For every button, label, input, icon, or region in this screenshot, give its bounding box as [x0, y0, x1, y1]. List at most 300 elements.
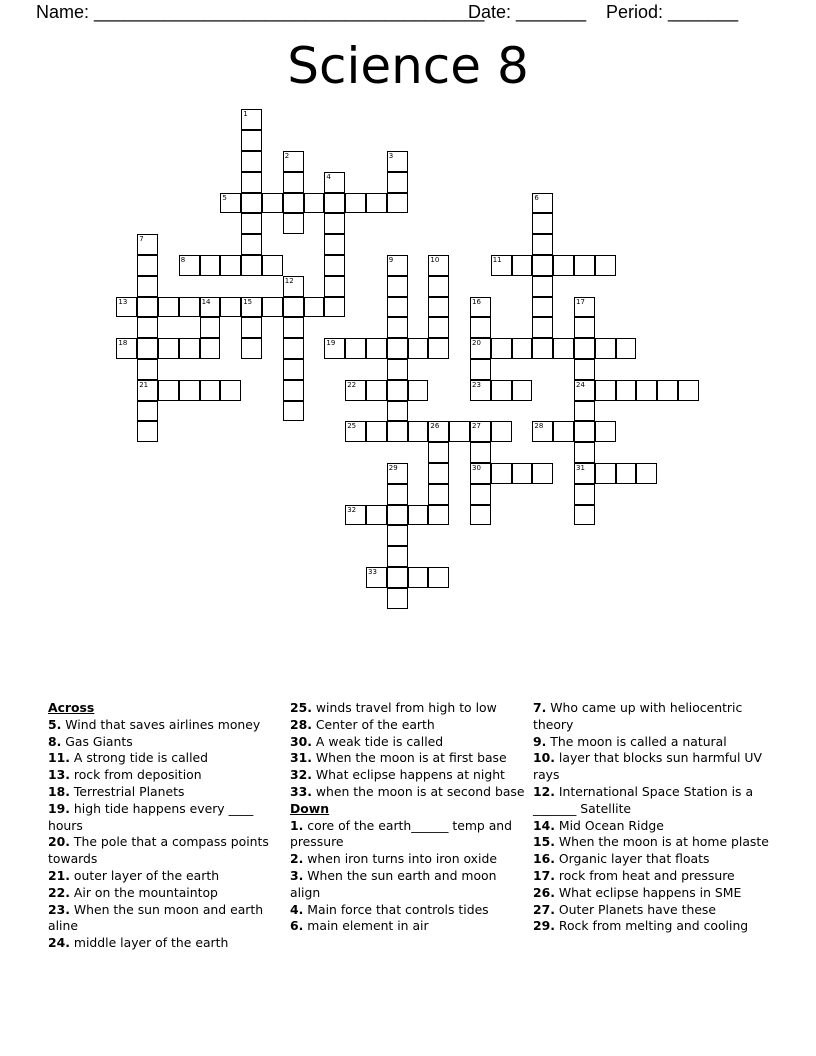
clue-text: Center of the earth — [315, 716, 435, 732]
crossword-cell[interactable] — [241, 234, 262, 255]
crossword-cell[interactable] — [345, 505, 366, 526]
crossword-cell[interactable] — [574, 255, 595, 276]
clue-number: 33. — [290, 783, 312, 799]
clue-number: 13. — [48, 767, 70, 783]
clue-text: Terrestrial Planets — [73, 783, 185, 799]
down-clue — [533, 784, 773, 818]
crossword-cell[interactable] — [470, 463, 491, 484]
crossword-cell[interactable] — [220, 297, 241, 318]
crossword-cell[interactable] — [532, 276, 553, 297]
clue-text: layer that blocks sun harmful UV rays — [533, 750, 762, 783]
crossword-cell[interactable] — [137, 297, 158, 318]
clue-number: 27. — [533, 901, 555, 917]
crossword-cell[interactable] — [241, 130, 262, 151]
down-clue — [533, 750, 773, 784]
cell-number: 32 — [347, 505, 357, 514]
down-clue — [533, 818, 773, 835]
clue-number: 10. — [533, 750, 555, 766]
crossword-cell[interactable] — [179, 380, 200, 401]
crossword-cell[interactable] — [408, 421, 429, 442]
cell-number: 7 — [139, 235, 144, 244]
clue-text: International Space Station is a _______ Satellite — [533, 783, 754, 816]
clue-text: Mid Ocean Ridge — [558, 817, 664, 833]
crossword-cell[interactable] — [158, 380, 179, 401]
crossword-cell[interactable] — [200, 380, 221, 401]
crossword-cell[interactable] — [387, 463, 408, 484]
crossword-cell[interactable] — [532, 297, 553, 318]
crossword-cell[interactable] — [387, 546, 408, 567]
crossword-cell[interactable] — [595, 421, 616, 442]
crossword-cell[interactable] — [657, 380, 678, 401]
crossword-cell[interactable] — [428, 484, 449, 505]
crossword-cell[interactable] — [574, 297, 595, 318]
across-clue — [48, 717, 288, 734]
crossword-cell[interactable] — [387, 484, 408, 505]
across-clue — [48, 935, 288, 952]
crossword-cell[interactable] — [553, 255, 574, 276]
down-clue — [533, 868, 773, 885]
crossword-cell[interactable] — [283, 317, 304, 338]
across-clue — [48, 734, 288, 751]
crossword-cell[interactable] — [324, 297, 345, 318]
crossword-cell[interactable] — [366, 567, 387, 588]
cell-number: 19 — [326, 339, 336, 348]
crossword-cell[interactable] — [241, 213, 262, 234]
clue-text: When the moon is at home plaste — [558, 834, 769, 850]
clue-text: main element in air — [307, 918, 429, 934]
crossword-cell[interactable] — [324, 213, 345, 234]
across-clue — [290, 734, 530, 751]
crossword-cell[interactable] — [241, 193, 262, 214]
cell-number: 25 — [347, 422, 357, 431]
crossword-cell[interactable] — [324, 255, 345, 276]
crossword-cell[interactable] — [158, 338, 179, 359]
crossword-cell[interactable] — [387, 359, 408, 380]
clue-text: A weak tide is called — [315, 733, 444, 749]
crossword-cell[interactable] — [137, 401, 158, 422]
across-clue — [48, 767, 288, 784]
clue-number: 32. — [290, 767, 312, 783]
crossword-cell[interactable] — [470, 380, 491, 401]
down-clue — [533, 700, 773, 734]
crossword-cell[interactable] — [616, 380, 637, 401]
crossword-cell[interactable] — [595, 380, 616, 401]
cell-number: 4 — [326, 172, 331, 181]
page-title: Science 8 — [287, 37, 529, 95]
crossword-cell[interactable] — [470, 338, 491, 359]
clue-column-3 — [533, 700, 773, 935]
crossword-cell[interactable] — [387, 505, 408, 526]
clue-number: 9. — [533, 733, 547, 749]
clue-text: When the sun moon and earth aline — [48, 901, 264, 934]
clue-text: Who came up with heliocentric theory — [533, 700, 743, 732]
cell-number: 10 — [430, 256, 440, 264]
cell-number: 20 — [472, 339, 481, 348]
crossword-cell[interactable] — [595, 463, 616, 484]
crossword-cell[interactable] — [345, 421, 366, 442]
name-field[interactable]: Name: _______________________________________ — [36, 2, 485, 22]
clue-number: 6. — [290, 918, 304, 934]
cell-number: 5 — [222, 193, 227, 202]
crossword-cell[interactable] — [553, 338, 574, 359]
clue-number: 15. — [533, 834, 555, 850]
clue-text: core of the earth______ temp and pressure — [290, 817, 513, 850]
clue-text: The moon is called a natural — [550, 733, 727, 749]
crossword-cell[interactable] — [387, 401, 408, 422]
clue-text: Gas Giants — [65, 733, 133, 749]
across-clue — [290, 750, 530, 767]
crossword-cell[interactable] — [408, 505, 429, 526]
clue-text: Organic layer that floats — [558, 851, 710, 867]
crossword-cell[interactable] — [470, 505, 491, 526]
clue-number: 2. — [290, 851, 304, 867]
crossword-cell[interactable] — [283, 297, 304, 318]
crossword-cell[interactable] — [262, 255, 283, 276]
clue-number: 3. — [290, 867, 304, 883]
crossword-cell[interactable] — [241, 297, 262, 318]
down-clue — [290, 868, 530, 902]
crossword-cell[interactable] — [366, 193, 387, 214]
clue-number: 14. — [533, 817, 555, 833]
crossword-cell[interactable] — [304, 297, 325, 318]
crossword-cell[interactable] — [387, 338, 408, 359]
cell-number: 22 — [347, 380, 357, 389]
crossword-cell[interactable] — [470, 442, 491, 463]
clue-number: 26. — [533, 884, 555, 900]
across-clue — [48, 750, 288, 767]
clue-number: 25. — [290, 700, 312, 715]
crossword-cell[interactable] — [137, 276, 158, 297]
crossword-cell[interactable] — [241, 172, 262, 193]
crossword-cell[interactable] — [262, 297, 283, 318]
crossword-cell[interactable] — [283, 151, 304, 172]
crossword-cell[interactable] — [137, 421, 158, 442]
clue-number: 24. — [48, 935, 70, 951]
down-clue — [290, 818, 530, 852]
crossword-cell[interactable] — [387, 172, 408, 193]
clue-number: 22. — [48, 884, 70, 900]
crossword-cell[interactable] — [532, 338, 553, 359]
crossword-cell[interactable] — [553, 421, 574, 442]
crossword-cell[interactable] — [179, 255, 200, 276]
crossword-cell[interactable] — [428, 463, 449, 484]
crossword-cell[interactable] — [200, 297, 221, 318]
cell-number: 23 — [472, 380, 481, 389]
clue-number: 21. — [48, 867, 70, 883]
clue-text: What eclipse happens at night — [315, 767, 505, 783]
clue-text: What eclipse happens in SME — [558, 884, 742, 900]
crossword-cell[interactable] — [574, 463, 595, 484]
crossword-cell[interactable] — [116, 338, 137, 359]
crossword-cell[interactable] — [387, 567, 408, 588]
clue-text: Outer Planets have these — [558, 901, 717, 917]
cell-number: 8 — [180, 256, 186, 264]
crossword-cell[interactable] — [387, 276, 408, 297]
crossword-cell[interactable] — [574, 338, 595, 359]
crossword-cell[interactable] — [220, 255, 241, 276]
crossword-cell[interactable] — [387, 193, 408, 214]
crossword-cell[interactable] — [241, 255, 262, 276]
cell-number: 12 — [284, 276, 294, 285]
crossword-cell[interactable] — [137, 255, 158, 276]
clue-text: when the moon is at second base — [315, 783, 525, 799]
crossword-cell[interactable] — [283, 213, 304, 234]
across-clue — [290, 784, 530, 801]
crossword-cell[interactable] — [532, 255, 553, 276]
crossword-cell[interactable] — [387, 151, 408, 172]
clue-text: Rock from melting and cooling — [558, 918, 749, 934]
clue-text: When the sun earth and moon align — [290, 867, 497, 900]
crossword-cell[interactable] — [574, 505, 595, 526]
across-heading: Across — [48, 700, 95, 715]
clue-number: 1. — [290, 817, 304, 833]
crossword-cell[interactable] — [220, 380, 241, 401]
crossword-cell[interactable] — [366, 421, 387, 442]
crossword-cell[interactable] — [137, 317, 158, 338]
clue-number: 17. — [533, 867, 555, 883]
crossword-cell[interactable] — [428, 442, 449, 463]
crossword-cell[interactable] — [200, 338, 221, 359]
crossword-cell[interactable] — [470, 359, 491, 380]
clue-number: 16. — [533, 851, 555, 867]
date-field[interactable]: Date: _______ — [468, 2, 587, 22]
crossword-cell[interactable] — [408, 567, 429, 588]
down-clue — [533, 885, 773, 902]
crossword-cell[interactable] — [574, 359, 595, 380]
crossword-cell[interactable] — [387, 525, 408, 546]
down-clue — [533, 918, 773, 935]
crossword-cell[interactable] — [137, 338, 158, 359]
crossword-cell[interactable] — [428, 255, 449, 276]
down-clue — [290, 851, 530, 868]
crossword-cell[interactable] — [636, 380, 657, 401]
down-clue — [533, 834, 773, 851]
crossword-cell[interactable] — [428, 276, 449, 297]
crossword-cell[interactable] — [512, 463, 533, 484]
crossword-cell[interactable] — [491, 380, 512, 401]
clue-number: 4. — [290, 901, 304, 917]
cell-number: 3 — [388, 152, 394, 160]
cell-number: 16 — [472, 297, 481, 306]
crossword-cell[interactable] — [241, 109, 262, 130]
cell-number: 11 — [492, 256, 502, 264]
cell-number: 13 — [118, 297, 128, 306]
crossword-cell[interactable] — [345, 380, 366, 401]
crossword-cell[interactable] — [387, 588, 408, 609]
crossword-cell[interactable] — [366, 505, 387, 526]
clue-text: rock from heat and pressure — [558, 867, 735, 883]
crossword-cell[interactable] — [387, 297, 408, 318]
crossword-cell[interactable] — [470, 421, 491, 442]
crossword-cell[interactable] — [428, 505, 449, 526]
crossword-cell[interactable] — [470, 484, 491, 505]
clue-text: A strong tide is called — [73, 750, 209, 766]
crossword-cell[interactable] — [616, 463, 637, 484]
clue-number: 23. — [48, 901, 70, 917]
crossword-cell[interactable] — [491, 255, 512, 276]
crossword-cell[interactable] — [241, 317, 262, 338]
crossword-cell[interactable] — [116, 297, 137, 318]
crossword-cell[interactable] — [387, 380, 408, 401]
clue-text: winds travel from high to low — [315, 700, 497, 715]
crossword-cell[interactable] — [449, 421, 470, 442]
crossword-cell[interactable] — [283, 193, 304, 214]
across-clue — [48, 902, 288, 936]
cell-number: 24 — [576, 380, 585, 389]
crossword-cell[interactable] — [387, 255, 408, 276]
crossword-cell[interactable] — [574, 421, 595, 442]
cell-number: 9 — [388, 256, 394, 264]
crossword-cell[interactable] — [387, 317, 408, 338]
across-clue — [290, 700, 530, 717]
cell-number: 29 — [388, 464, 398, 472]
crossword-cell[interactable] — [532, 193, 553, 214]
crossword-cell[interactable] — [574, 401, 595, 422]
crossword-cell[interactable] — [283, 276, 304, 297]
cell-number: 31 — [576, 464, 585, 472]
clue-text: outer layer of the earth — [73, 867, 220, 883]
crossword-cell[interactable] — [220, 193, 241, 214]
crossword-cell[interactable] — [283, 172, 304, 193]
crossword-cell[interactable] — [428, 338, 449, 359]
across-clue — [48, 784, 288, 801]
crossword-cell[interactable] — [428, 567, 449, 588]
cell-number: 2 — [284, 152, 290, 160]
crossword-cell[interactable] — [595, 255, 616, 276]
crossword-cell[interactable] — [532, 317, 553, 338]
crossword-cell[interactable] — [241, 338, 262, 359]
clue-number: 7. — [533, 700, 547, 715]
down-heading: Down — [290, 800, 330, 816]
clue-number: 18. — [48, 783, 70, 799]
clue-text: When the moon is at first base — [315, 750, 507, 766]
across-clue — [48, 801, 288, 835]
crossword-cell[interactable] — [616, 338, 637, 359]
clue-text: high tide happens every ____ hours — [48, 800, 254, 833]
crossword-cell[interactable] — [283, 338, 304, 359]
crossword-cell[interactable] — [595, 338, 616, 359]
cell-number: 26 — [430, 422, 440, 431]
crossword-cell[interactable] — [678, 380, 699, 401]
down-clue — [533, 851, 773, 868]
crossword-cell[interactable] — [491, 463, 512, 484]
crossword-cell[interactable] — [636, 463, 657, 484]
period-field[interactable]: Period: _______ — [606, 2, 739, 22]
crossword-cell[interactable] — [324, 276, 345, 297]
crossword-cell[interactable] — [345, 338, 366, 359]
clue-text: The pole that a compass points towards — [48, 834, 269, 867]
crossword-cell[interactable] — [304, 193, 325, 214]
crossword-cell[interactable] — [179, 297, 200, 318]
crossword-cell[interactable] — [345, 193, 366, 214]
clue-number: 5. — [48, 716, 62, 732]
clue-number: 30. — [290, 733, 312, 749]
cell-number: 27 — [472, 422, 481, 431]
across-clue — [48, 834, 288, 868]
crossword-cell[interactable] — [470, 297, 491, 318]
crossword-cell[interactable] — [366, 380, 387, 401]
crossword-cell[interactable] — [470, 317, 491, 338]
crossword-cell[interactable] — [532, 463, 553, 484]
clue-text: when iron turns into iron oxide — [307, 851, 497, 867]
crossword-cell[interactable] — [283, 380, 304, 401]
crossword-cell[interactable] — [491, 421, 512, 442]
clue-text: Main force that controls tides — [307, 901, 489, 917]
crossword-cell[interactable] — [574, 317, 595, 338]
crossword-cell[interactable] — [408, 380, 429, 401]
crossword-cell[interactable] — [532, 421, 553, 442]
crossword-cell[interactable] — [324, 193, 345, 214]
clue-number: 28. — [290, 716, 312, 732]
crossword-cell[interactable] — [532, 234, 553, 255]
crossword-cell[interactable] — [200, 317, 221, 338]
clue-column-1 — [48, 700, 288, 952]
crossword-cell[interactable] — [324, 338, 345, 359]
cell-number: 17 — [576, 297, 585, 306]
clue-number: 20. — [48, 834, 70, 850]
crossword-cell[interactable] — [283, 401, 304, 422]
cell-number: 1 — [243, 110, 248, 119]
crossword-cell[interactable] — [283, 359, 304, 380]
cell-number: 28 — [534, 422, 544, 431]
clue-number: 11. — [48, 750, 70, 766]
crossword-cell[interactable] — [137, 380, 158, 401]
crossword-cell[interactable] — [491, 338, 512, 359]
crossword-cell[interactable] — [387, 421, 408, 442]
crossword-cell[interactable] — [428, 297, 449, 318]
crossword-cell[interactable] — [512, 338, 533, 359]
clue-number: 31. — [290, 750, 312, 766]
crossword-cell[interactable] — [200, 255, 221, 276]
crossword-cell[interactable] — [137, 234, 158, 255]
down-clue — [290, 918, 530, 935]
across-clue — [290, 717, 530, 734]
crossword-cell[interactable] — [512, 255, 533, 276]
crossword-cell[interactable] — [428, 421, 449, 442]
cell-number: 33 — [368, 568, 377, 576]
clue-text: rock from deposition — [73, 767, 202, 783]
cell-number: 30 — [472, 464, 481, 472]
across-clue — [48, 885, 288, 902]
across-clue — [290, 767, 530, 784]
cell-number: 18 — [118, 339, 128, 348]
crossword-cell[interactable] — [512, 380, 533, 401]
clue-text: middle layer of the earth — [73, 935, 229, 951]
crossword-cell[interactable] — [428, 317, 449, 338]
across-clue — [48, 868, 288, 885]
crossword-cell[interactable] — [366, 338, 387, 359]
crossword-cell[interactable] — [158, 297, 179, 318]
down-clue — [533, 734, 773, 751]
down-clue — [533, 902, 773, 919]
clue-column-2 — [290, 700, 530, 935]
crossword-cell[interactable] — [262, 193, 283, 214]
cell-number: 15 — [243, 297, 253, 306]
clue-text: Air on the mountaintop — [73, 884, 218, 900]
clue-text: Wind that saves airlines money — [65, 716, 261, 732]
crossword-cell[interactable] — [241, 151, 262, 172]
crossword-cell[interactable] — [137, 359, 158, 380]
crossword-cell[interactable] — [324, 234, 345, 255]
crossword-cell[interactable] — [574, 484, 595, 505]
crossword-cell[interactable] — [408, 338, 429, 359]
crossword-cell[interactable] — [574, 442, 595, 463]
down-clue — [290, 902, 530, 919]
crossword-cell[interactable] — [179, 338, 200, 359]
crossword-cell[interactable] — [324, 172, 345, 193]
crossword-cell[interactable] — [532, 213, 553, 234]
crossword-cell[interactable] — [574, 380, 595, 401]
